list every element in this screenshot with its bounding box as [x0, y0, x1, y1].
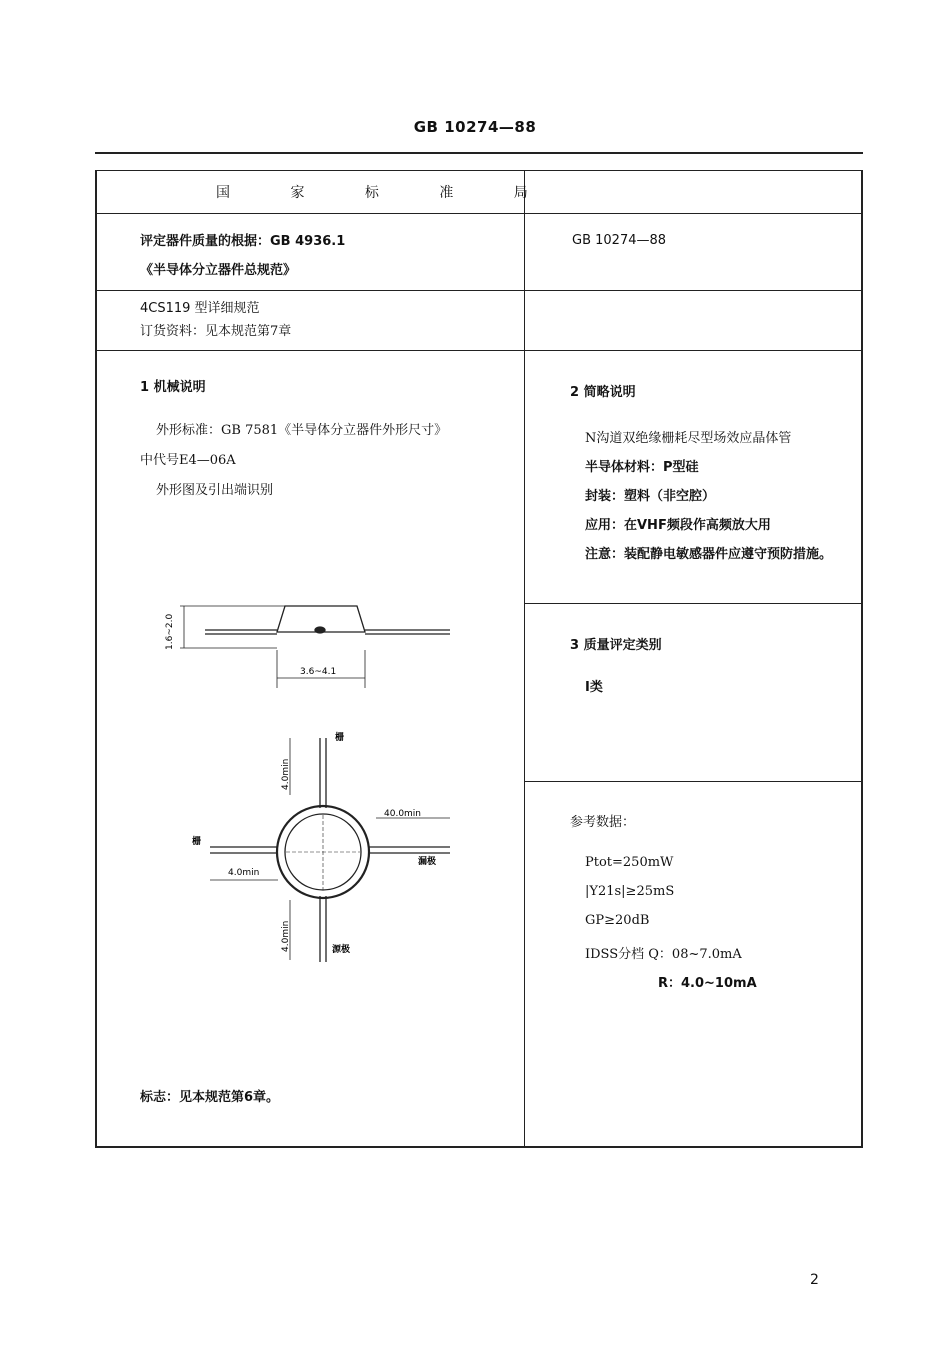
lead-bottom-label: 源极 — [332, 945, 351, 955]
marking-note: 标志：见本规范第6章。 — [140, 1090, 280, 1105]
ref-idss-r: R：4.0~10mA — [658, 976, 757, 991]
document-code: GB 10274—88 — [413, 118, 537, 136]
basis-line-2: 《半导体分立器件总规范》 — [140, 263, 297, 278]
lead-left-label: 栅 — [192, 837, 202, 847]
right-divider-1 — [524, 603, 863, 604]
brief-line-4: 应用：在VHF频段作高频放大用 — [585, 518, 771, 533]
middle-divider — [524, 170, 525, 1147]
row-divider-4 — [95, 350, 863, 351]
bottom-dimension: 4.0min — [281, 920, 291, 952]
lead-right-label: 漏极 — [418, 857, 437, 867]
lead-top-label: 栅 — [335, 733, 345, 743]
standard-number: GB 10274—88 — [572, 233, 667, 248]
reference-title: 参考数据： — [570, 815, 636, 830]
outline-drawing — [160, 590, 470, 990]
brief-line-3: 封装：塑料（非空腔） — [585, 489, 716, 504]
outline-standard: 外形标准：GB 7581《半导体分立器件外形尺寸》 — [156, 423, 448, 438]
chinese-code: 中代号E4—06A — [140, 453, 236, 468]
top-border — [95, 152, 863, 154]
width-dimension: 3.6~4.1 — [300, 667, 337, 677]
left-dimension: 4.0min — [228, 868, 260, 878]
height-dimension: 1.6~2.0 — [165, 613, 175, 650]
bottom-border — [95, 1146, 863, 1148]
left-border — [95, 170, 97, 1147]
bureau-name: 国 家 标 准 局 — [216, 185, 556, 201]
order-line: 订货资料：见本规范第7章 — [140, 324, 292, 339]
right-divider-2 — [524, 781, 863, 782]
section1-title: 1 机械说明 — [140, 380, 206, 395]
right-dimension: 40.0min — [384, 809, 422, 819]
quality-category: Ⅰ类 — [585, 680, 603, 695]
ref-ptot: Ptot=250mW — [585, 855, 674, 870]
section3-title: 3 质量评定类别 — [570, 638, 662, 653]
ref-gp: GP≥20dB — [585, 913, 650, 928]
row-divider-1 — [95, 170, 863, 171]
brief-line-2: 半导体材料：P型硅 — [585, 460, 699, 475]
ref-idss-q: IDSS分档 Q：08~7.0mA — [585, 947, 742, 962]
right-border — [861, 170, 863, 1147]
row-divider-2 — [95, 213, 863, 214]
brief-line-5: 注意：装配静电敏感器件应遵守预防措施。 — [585, 547, 833, 562]
brief-line-1: N沟道双绝缘栅耗尽型场效应晶体管 — [585, 431, 792, 446]
figure-caption: 外形图及引出端识别 — [156, 483, 274, 498]
model-line: 4CS119 型详细规范 — [140, 301, 260, 316]
top-dimension: 4.0min — [281, 758, 291, 790]
ref-y21s: |Y21s|≥25mS — [585, 884, 675, 899]
section2-title: 2 简略说明 — [570, 385, 636, 400]
basis-line-1: 评定器件质量的根据：GB 4936.1 — [140, 234, 346, 249]
row-divider-3 — [95, 290, 863, 291]
page-number: 2 — [810, 1272, 819, 1288]
